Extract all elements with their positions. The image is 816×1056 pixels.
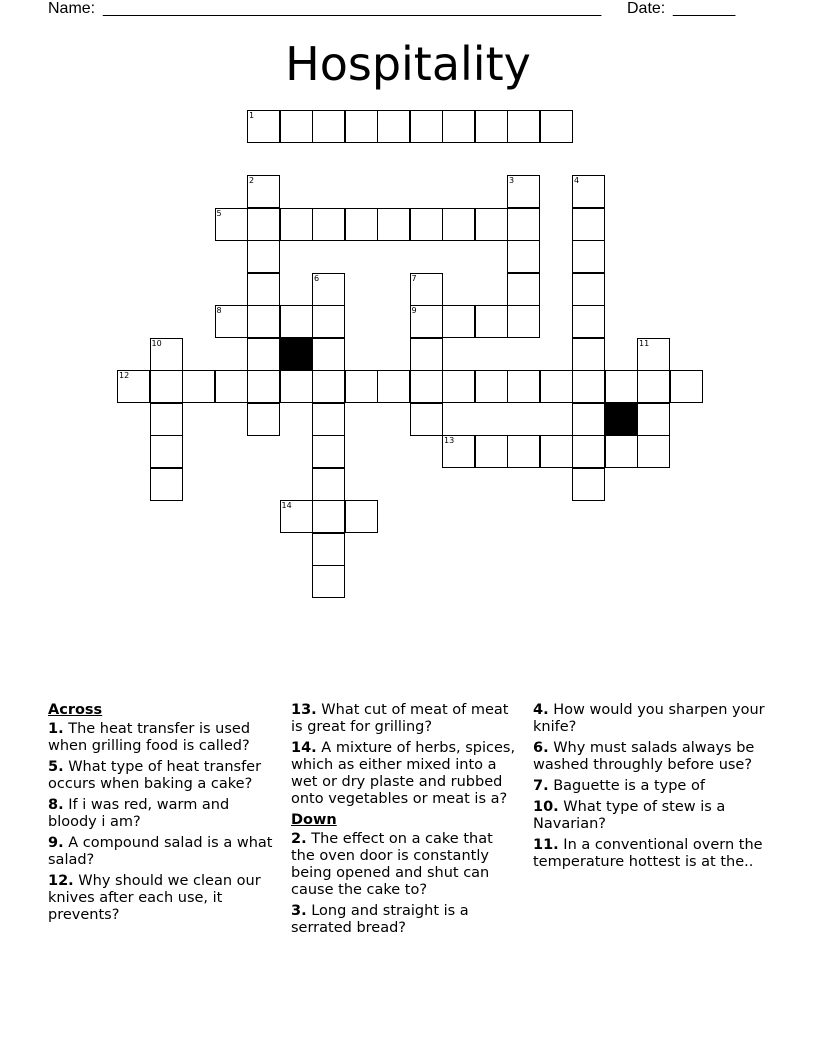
crossword-cell[interactable] [215,305,248,338]
clue-number: 9 [411,306,417,315]
crossword-cell[interactable] [247,338,280,371]
crossword-cell[interactable] [410,370,443,403]
crossword-cell[interactable] [312,305,345,338]
crossword-cell[interactable] [507,305,540,338]
crossword-cell[interactable] [572,435,605,468]
crossword-cell[interactable] [410,110,443,143]
page-title: Hospitality [285,37,531,91]
date-label: Date: [627,0,666,17]
clue-across-9: 9. A compound salad is a what salad? [48,835,273,868]
clue-down-10: 10. What type of stew is a Navarian? [533,799,726,832]
crossword-cell[interactable] [312,435,345,468]
crossword-cell[interactable] [247,370,280,403]
clue-across-12: 12. Why should we clean our knives after each use, it prevents? [48,873,261,923]
crossword-cell[interactable] [182,370,215,403]
crossword-cell[interactable] [150,338,183,371]
crossword-cell[interactable] [312,208,345,241]
crossword-cell[interactable] [345,110,378,143]
crossword-cell[interactable] [247,175,280,208]
crossword-cell[interactable] [507,208,540,241]
crossword-cell[interactable] [540,110,573,143]
down-heading: Down [291,812,337,828]
crossword-cell[interactable] [442,110,475,143]
crossword-cell[interactable] [280,208,313,241]
crossword-cell[interactable] [312,370,345,403]
clue-across-8: 8. If i was red, warm and bloody i am? [48,797,230,830]
clue-down-6: 6. Why must salads always be washed throughly before use? [533,740,755,773]
crossword-cell[interactable] [117,370,150,403]
crossword-cell[interactable] [312,565,345,598]
crossword-cell[interactable] [572,338,605,371]
crossword-cell[interactable] [345,500,378,533]
crossword-block [605,403,638,436]
clue-number: 8 [216,306,222,315]
crossword-cell[interactable] [312,338,345,371]
clue-number: 1 [249,111,255,120]
crossword-cell[interactable] [572,240,605,273]
crossword-cell[interactable] [670,370,703,403]
crossword-cell[interactable] [410,208,443,241]
crossword-cell[interactable] [247,110,280,143]
crossword-cell[interactable] [572,273,605,306]
crossword-cell[interactable] [507,175,540,208]
crossword-cell[interactable] [150,435,183,468]
crossword-cell[interactable] [312,500,345,533]
crossword-cell[interactable] [312,403,345,436]
crossword-cell[interactable] [572,468,605,501]
name-label: Name: [48,0,96,17]
clue-number: 12 [119,371,130,380]
crossword-cell[interactable] [280,370,313,403]
crossword-cell[interactable] [475,305,508,338]
clue-column-1 [48,702,282,928]
crossword-cell[interactable] [442,370,475,403]
crossword-cell[interactable] [247,208,280,241]
crossword-cell[interactable] [410,305,443,338]
crossword-cell[interactable] [442,305,475,338]
crossword-cell[interactable] [507,370,540,403]
crossword-cell[interactable] [507,110,540,143]
clue-across-13: 13. What cut of meat of meat is great for grilling? [291,702,509,735]
clue-column-2 [291,702,521,941]
crossword-cell[interactable] [637,435,670,468]
crossword-cell[interactable] [410,403,443,436]
crossword-cell[interactable] [150,370,183,403]
crossword-cell[interactable] [637,370,670,403]
crossword-cell[interactable] [572,370,605,403]
crossword-cell[interactable] [507,435,540,468]
crossword-cell[interactable] [605,370,638,403]
clue-across-14: 14. A mixture of herbs, spices, which as either mixed into a wet or dry plaste and rubbed onto vegetables or meat is a? [291,740,516,807]
crossword-cell[interactable] [280,110,313,143]
clue-number: 10 [151,338,162,348]
crossword-cell[interactable] [312,273,345,306]
crossword-cell[interactable] [442,208,475,241]
crossword-cell[interactable] [247,240,280,273]
crossword-cell[interactable] [215,370,248,403]
crossword-cell[interactable] [475,208,508,241]
clue-number: 3 [509,176,515,185]
date-line[interactable]: _______ [673,0,736,17]
crossword-cell[interactable] [345,370,378,403]
clue-number: 2 [249,176,255,185]
crossword-cell[interactable] [540,370,573,403]
crossword-cell[interactable] [377,208,410,241]
clue-number: 4 [574,176,580,185]
clue-down-3: 3. Long and straight is a serrated bread? [291,903,469,936]
clue-column-3 [533,702,769,875]
crossword-cell[interactable] [475,370,508,403]
crossword-cell[interactable] [572,305,605,338]
crossword-cell[interactable] [150,468,183,501]
clue-number: 6 [314,273,320,283]
crossword-cell[interactable] [442,435,475,468]
clue-down-2: 2. The effect on a cake that the oven door is constantly being opened and shut can cause the cake to? [291,831,493,898]
crossword-cell[interactable] [637,403,670,436]
clue-down-11: 11. In a conventional overn the temperature hottest is at the.. [533,837,763,870]
crossword-cell[interactable] [572,403,605,436]
clue-number: 7 [411,273,417,283]
crossword-cell[interactable] [507,273,540,306]
crossword-cell[interactable] [150,403,183,436]
crossword-cell[interactable] [637,338,670,371]
crossword-cell[interactable] [540,435,573,468]
across-heading: Across [48,702,103,718]
crossword-cell[interactable] [572,175,605,208]
clue-number: 13 [444,436,455,445]
clue-across-5: 5. What type of heat transfer occurs when baking a cake? [48,759,262,792]
clue-down-4: 4. How would you sharpen your knife? [533,702,765,735]
crossword-cell[interactable] [507,240,540,273]
crossword-cell[interactable] [312,110,345,143]
crossword-cell[interactable] [377,370,410,403]
crossword-cell[interactable] [605,435,638,468]
crossword-cell[interactable] [247,305,280,338]
crossword-cell[interactable] [475,110,508,143]
crossword-cell[interactable] [377,110,410,143]
crossword-cell[interactable] [312,533,345,566]
crossword-cell[interactable] [280,500,313,533]
crossword-cell[interactable] [475,435,508,468]
clue-down-7: 7. Baguette is a type of [533,778,705,794]
crossword-cell[interactable] [215,208,248,241]
crossword-cell[interactable] [247,403,280,436]
crossword-cell[interactable] [410,273,443,306]
crossword-cell[interactable] [572,208,605,241]
crossword-cell[interactable] [345,208,378,241]
crossword-block [280,338,313,371]
crossword-cell[interactable] [410,338,443,371]
crossword-cell[interactable] [280,305,313,338]
crossword-cell[interactable] [247,273,280,306]
crossword-cell[interactable] [312,468,345,501]
clue-number: 11 [639,338,650,348]
clue-number: 5 [216,208,222,218]
clue-across-1: 1. The heat transfer is used when grilling food is called? [48,721,251,754]
clue-number: 14 [281,501,292,510]
name-line[interactable]: ________________________________________________________ [103,0,602,17]
